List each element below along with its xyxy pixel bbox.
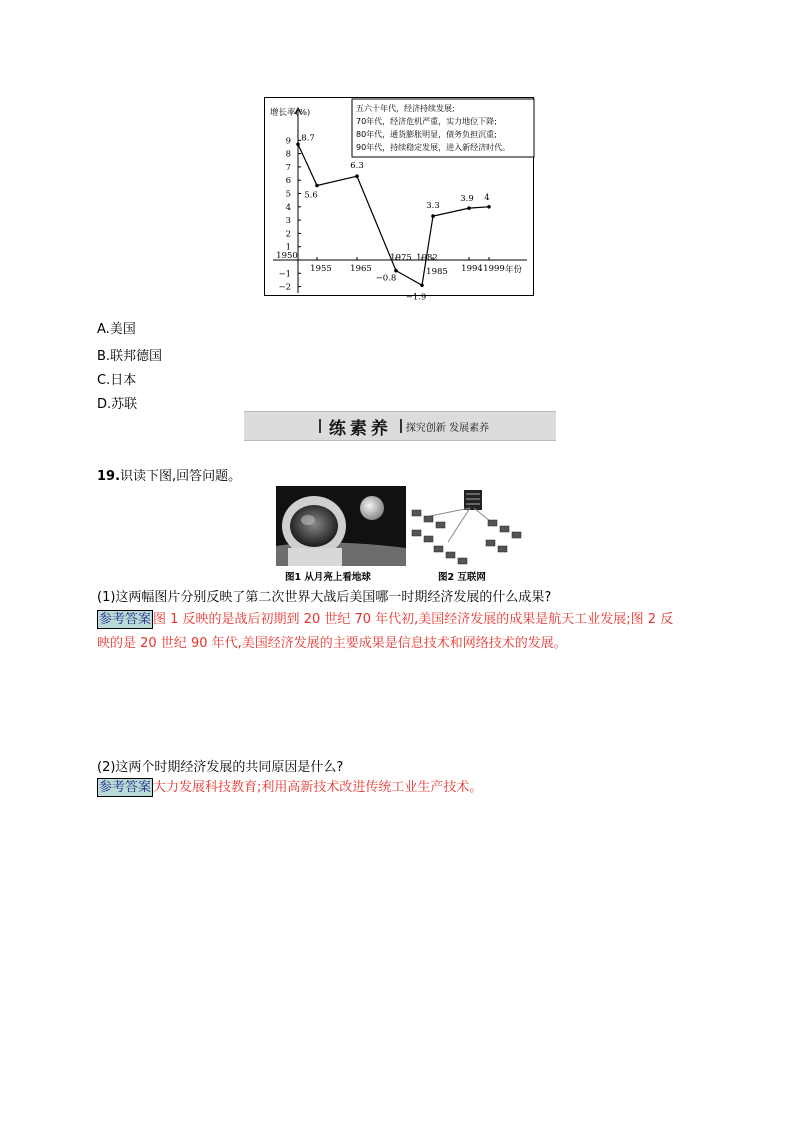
figure-2-caption: 图2 互联网 [438,572,486,583]
computer-icon [434,546,443,552]
sub-question-2: (2)这两个时期经济发展的共同原因是什么? [97,760,344,775]
answer-2-text: 大力发展科技教育;利用高新技术改进传统工业生产技术。 [153,780,483,795]
data-label: 5.6 [304,190,318,201]
data-point [355,174,359,178]
chart-note-line: 70年代，经济危机严重，实力地位下降; [356,117,497,126]
computer-icon [498,546,507,552]
section-banner [244,411,556,441]
answer-1-line-1 [97,608,717,632]
y-tick-label: 2 [285,229,291,240]
chart-note-line: 80年代，通货膨胀明显，债务负担沉重; [356,130,497,139]
answer-tag: 参考答案 [99,780,152,795]
x-tick-label: 1982 [416,253,438,263]
y-tick-label: 1 [285,242,291,253]
data-point [431,214,435,218]
y-tick-label: 7 [285,162,291,173]
sub-answer-1 [97,608,717,656]
data-point [315,184,319,188]
data-point [394,269,398,273]
y-axis-label: 增长率(%) [270,108,311,118]
computer-icon [486,540,495,546]
figure-2-network [408,486,524,566]
x-axis-label: 年份 [505,265,523,275]
computer-icon [412,510,421,516]
y-tick-label: 3 [285,216,291,227]
x-tick-label: 1985 [426,267,448,277]
data-label: −1.9 [405,292,427,303]
y-tick-label: 4 [285,202,291,213]
data-label: −0.8 [375,273,397,284]
data-point [467,206,471,210]
data-point [487,205,491,209]
answer-1-text-1: 图 1 反映的是战后初期到 20 世纪 70 年代初,美国经济发展的成果是航天工业发展;图 2 反 [153,612,674,627]
computer-icon [458,558,467,564]
figure-1-caption: 图1 从月亮上看地球 [285,572,371,583]
y-tick-label: 8 [285,149,291,160]
computer-icon [424,516,433,522]
computer-icon [488,520,497,526]
question-header [97,465,241,484]
banner-title: 练素养 [328,418,392,439]
sub-question-1: (1)这两幅图片分别反映了第二次世界大战后美国哪一时期经济发展的什么成果? [97,590,552,605]
x-tick-label: 1994 [461,264,483,274]
y-tick-label: 9 [285,136,291,147]
x-tick-label: 1999 [483,264,505,274]
growth-rate-chart [264,97,534,303]
computer-icon [412,530,421,536]
question-prompt: 识读下图,回答问题。 [120,469,242,484]
y-tick-label: −1 [278,269,291,280]
x-tick-label: 1950 [276,251,298,261]
chart-canvas [265,98,535,303]
banner-bar [400,419,402,433]
computer-icon [512,532,521,538]
network-image [408,486,524,566]
option-c: C.日本 [97,373,137,388]
option-b: B.联邦德国 [97,349,163,364]
figure-1-photo [276,486,406,566]
data-label: 3.3 [426,201,440,212]
y-tick-label: 6 [285,176,291,187]
data-label: 4 [484,192,490,203]
data-point [296,142,300,146]
x-tick-label: 1965 [350,264,372,274]
option-a: A.美国 [97,322,136,337]
data-label: 3.9 [460,194,474,205]
x-tick-label: 1975 [390,253,412,263]
x-tick-label: 1955 [310,264,332,274]
question-number: 19. [97,469,121,484]
answer-tag: 参考答案 [99,612,152,627]
banner-bar [319,419,321,433]
y-tick-label: −2 [278,282,291,293]
banner-subtitle: 探究创新 发展素养 [405,422,490,434]
astronaut-earth-image [276,486,406,566]
computer-icon [446,552,455,558]
sub-answer-2 [97,776,482,800]
chart-note-line: 90年代，持续稳定发展，进入新经济时代。 [356,143,511,152]
option-d: D.苏联 [97,397,138,412]
data-label: 6.3 [350,161,364,172]
y-tick-label: 5 [285,189,291,200]
data-label: 8.7 [301,133,315,144]
computer-icon [436,522,445,528]
computer-icon [424,536,433,542]
data-point [420,283,424,287]
chart-note-line: 五六十年代，经济持续发展; [356,104,455,113]
answer-1-text-2: 映的是 20 世纪 90 年代,美国经济发展的主要成果是信息技术和网络技术的发展。 [97,636,567,651]
computer-icon [500,526,509,532]
